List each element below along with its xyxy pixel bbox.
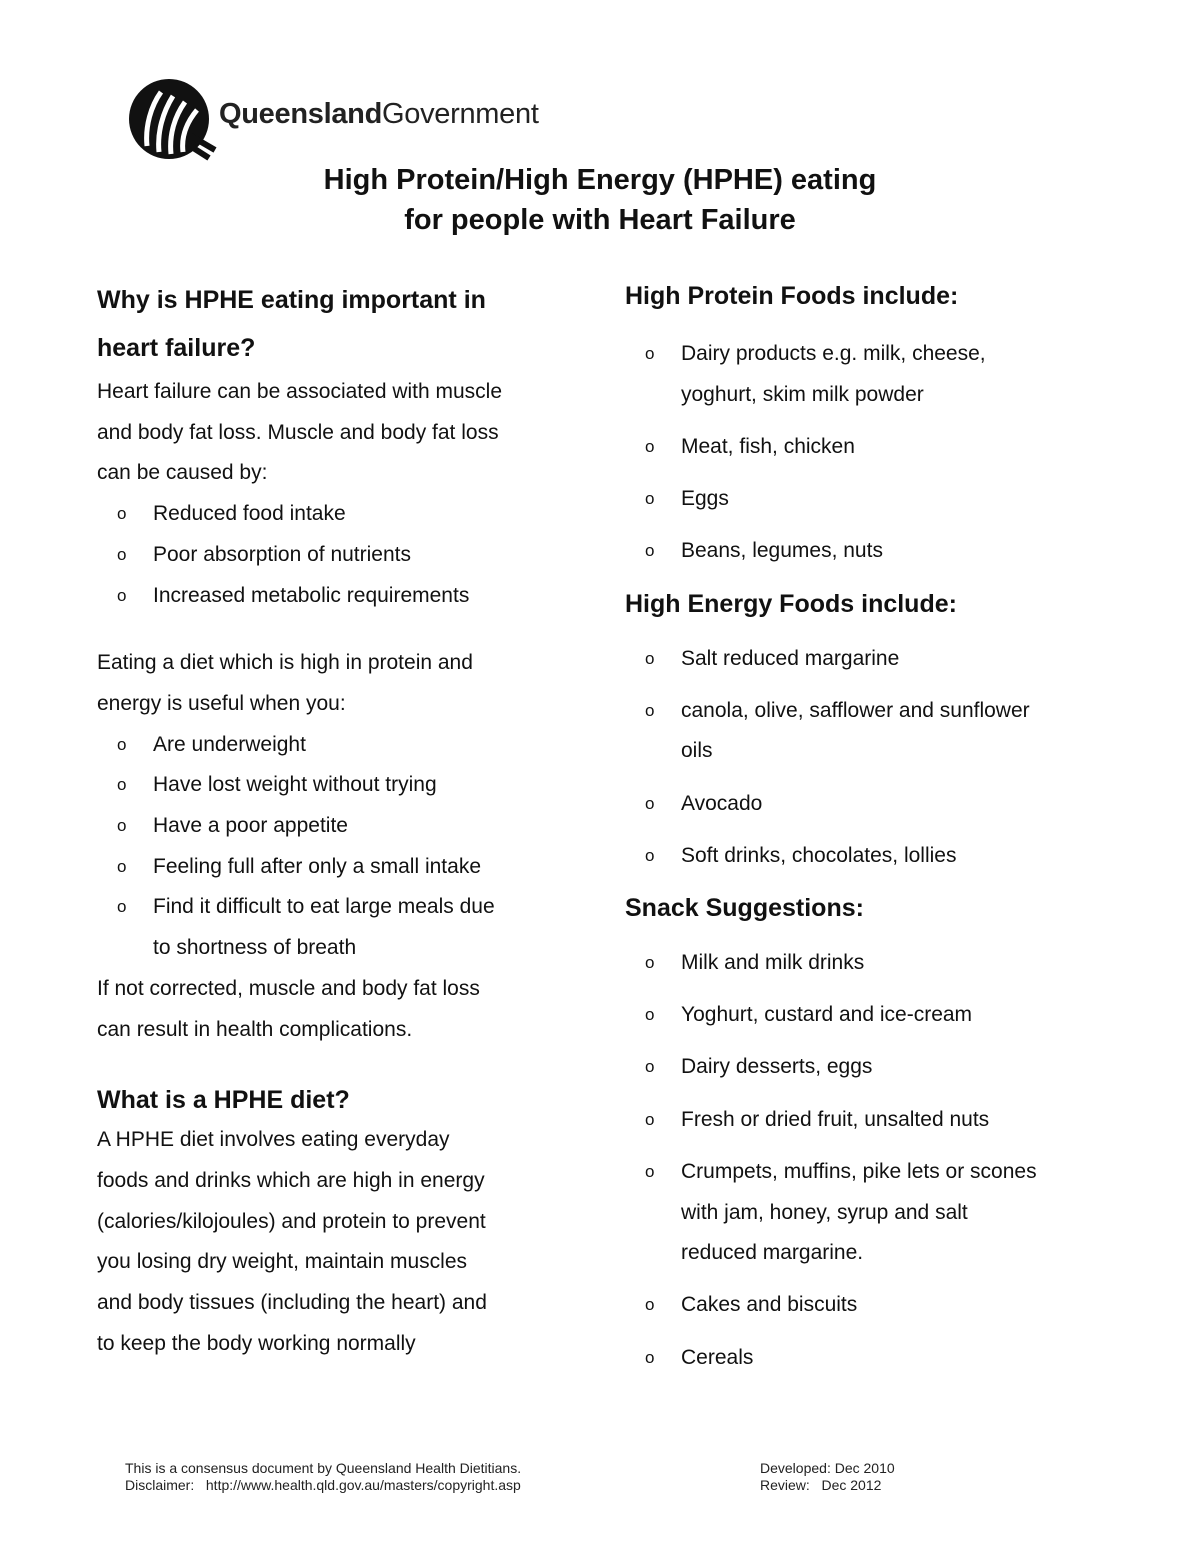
list-item [97, 887, 567, 968]
list-item [97, 765, 567, 806]
useful-line: energy is useful when you: [97, 691, 346, 715]
protein-heading: High Protein Foods include: [625, 282, 959, 310]
useful-list [97, 725, 567, 969]
document-title [0, 160, 1200, 240]
snack-list [625, 943, 1105, 1378]
list-item-text: Avocado [681, 791, 763, 815]
intro-line: and body fat loss. Muscle and body fat loss [97, 420, 499, 444]
bullet-icon: o [117, 816, 127, 836]
list-item [625, 1152, 1105, 1274]
not-corrected-paragraph [97, 969, 567, 1050]
list-item [625, 784, 1105, 825]
list-item-text: yoghurt, skim milk powder [681, 382, 924, 406]
what-line: A HPHE diet involves eating everyday [97, 1128, 450, 1152]
bullet-icon: o [645, 1109, 655, 1129]
why-heading-line-2: heart failure? [97, 334, 256, 362]
what-line: to keep the body working normally [97, 1331, 416, 1355]
list-item-text: Crumpets, muffins, pike lets or scones [681, 1159, 1037, 1183]
list-item [97, 725, 567, 766]
bullet-icon: o [645, 1161, 655, 1181]
footer-left [125, 1460, 521, 1494]
list-item-text: Dairy products e.g. milk, cheese, [681, 342, 986, 365]
list-item-text: Poor absorption of nutrients [153, 542, 411, 566]
list-item [625, 531, 1105, 572]
not-corrected-line: can result in health complications. [97, 1017, 413, 1041]
list-item [625, 1285, 1105, 1326]
bullet-icon: o [645, 845, 655, 865]
left-column [97, 276, 567, 1364]
footer-right [760, 1460, 895, 1494]
bullet-icon: o [645, 436, 655, 456]
what-line: and body tissues (including the heart) and [97, 1291, 487, 1315]
list-item-text: Have a poor appetite [153, 814, 348, 838]
list-item [625, 479, 1105, 520]
logo-wordmark-bold: Queensland [219, 98, 382, 130]
bullet-icon: o [645, 700, 655, 720]
bullet-icon: o [117, 856, 127, 876]
list-item-text: to shortness of breath [153, 936, 357, 960]
footer-disclaimer: Disclaimer: http://www.health.qld.gov.au/masters/copyright.asp [125, 1477, 521, 1493]
list-item-text: oils [681, 739, 713, 763]
bullet-icon: o [645, 1057, 655, 1077]
list-item-text: with jam, honey, syrup and salt [681, 1200, 968, 1224]
list-item-text: Eggs [681, 487, 729, 511]
list-item-text: reduced margarine. [681, 1241, 864, 1265]
list-item-text: Dairy desserts, eggs [681, 1055, 873, 1079]
list-item [625, 1338, 1105, 1379]
energy-list [625, 639, 1105, 877]
queensland-emblem-icon [127, 76, 219, 162]
bullet-icon: o [645, 489, 655, 509]
list-item-text: Increased metabolic requirements [153, 583, 470, 607]
list-item [97, 806, 567, 847]
snack-heading: Snack Suggestions: [625, 894, 864, 923]
bullet-icon: o [645, 648, 655, 668]
list-item-text: Feeling full after only a small intake [153, 854, 481, 878]
bullet-icon: o [117, 585, 127, 605]
why-heading-line-1: Why is HPHE eating important in [97, 286, 486, 314]
list-item [625, 1100, 1105, 1141]
intro-line: Heart failure can be associated with muscle [97, 380, 503, 403]
list-item [625, 943, 1105, 984]
causes-list [97, 494, 567, 616]
bullet-icon: o [645, 1347, 655, 1367]
not-corrected-line: If not corrected, muscle and body fat loss [97, 976, 480, 1000]
what-line: (calories/kilojoules) and protein to prevent [97, 1209, 486, 1233]
title-line-2: for people with Heart Failure [404, 204, 796, 236]
list-item [97, 847, 567, 888]
list-item-text: Meat, fish, chicken [681, 434, 855, 458]
list-item-text: Cereals [681, 1345, 754, 1369]
bullet-icon: o [645, 541, 655, 561]
what-line: you losing dry weight, maintain muscles [97, 1250, 468, 1274]
useful-paragraph [97, 643, 567, 724]
list-item [97, 535, 567, 576]
bullet-icon: o [645, 793, 655, 813]
what-line: foods and drinks which are high in energy [97, 1168, 485, 1192]
bullet-icon: o [645, 344, 655, 363]
list-item-text: Have lost weight without trying [153, 773, 437, 797]
bullet-icon: o [645, 1005, 655, 1025]
bullet-icon: o [117, 504, 127, 524]
list-item [625, 995, 1105, 1036]
queensland-government-logo [127, 70, 549, 162]
title-line-1: High Protein/High Energy (HPHE) eating [323, 164, 877, 196]
list-item-text: Beans, legumes, nuts [681, 539, 883, 563]
list-item-text: canola, olive, safflower and sunflower [681, 698, 1030, 722]
list-item [625, 836, 1105, 877]
list-item-text: Are underweight [153, 732, 306, 756]
list-item-text: Cakes and biscuits [681, 1293, 858, 1317]
footer-consensus: This is a consensus document by Queensland Health Dietitians. [125, 1460, 522, 1476]
protein-list [625, 334, 1105, 572]
list-item [625, 1047, 1105, 1088]
list-item [625, 427, 1105, 468]
bullet-icon: o [117, 734, 127, 754]
list-item-text: Find it difficult to eat large meals due [153, 895, 495, 919]
list-item-text: Reduced food intake [153, 502, 346, 526]
list-item-text: Soft drinks, chocolates, lollies [681, 843, 957, 867]
list-item-text: Salt reduced margarine [681, 646, 900, 670]
bullet-icon: o [117, 775, 127, 795]
list-item [97, 494, 567, 535]
list-item [625, 334, 1105, 415]
what-paragraph [97, 1120, 567, 1364]
logo-wordmark [219, 98, 539, 131]
list-item [97, 576, 567, 617]
list-item-text: Yoghurt, custard and ice-cream [681, 1003, 973, 1027]
intro-paragraph [97, 372, 567, 494]
logo-wordmark-normal: Government [382, 98, 539, 130]
list-item [625, 639, 1105, 680]
bullet-icon: o [645, 953, 655, 973]
energy-heading: High Energy Foods include: [625, 589, 957, 618]
intro-line: can be caused by: [97, 461, 268, 485]
right-column [625, 276, 1105, 1390]
bullet-icon: o [117, 897, 127, 917]
what-heading: What is a HPHE diet? [97, 1086, 350, 1115]
footer-review: Review: Dec 2012 [760, 1477, 882, 1493]
why-heading [97, 276, 567, 372]
useful-line: Eating a diet which is high in protein and [97, 651, 473, 675]
list-item-text: Milk and milk drinks [681, 951, 865, 975]
list-item-text: Fresh or dried fruit, unsalted nuts [681, 1107, 990, 1131]
footer-developed: Developed: Dec 2010 [760, 1460, 895, 1476]
bullet-icon: o [117, 544, 127, 564]
list-item [625, 691, 1105, 772]
bullet-icon: o [645, 1295, 655, 1315]
